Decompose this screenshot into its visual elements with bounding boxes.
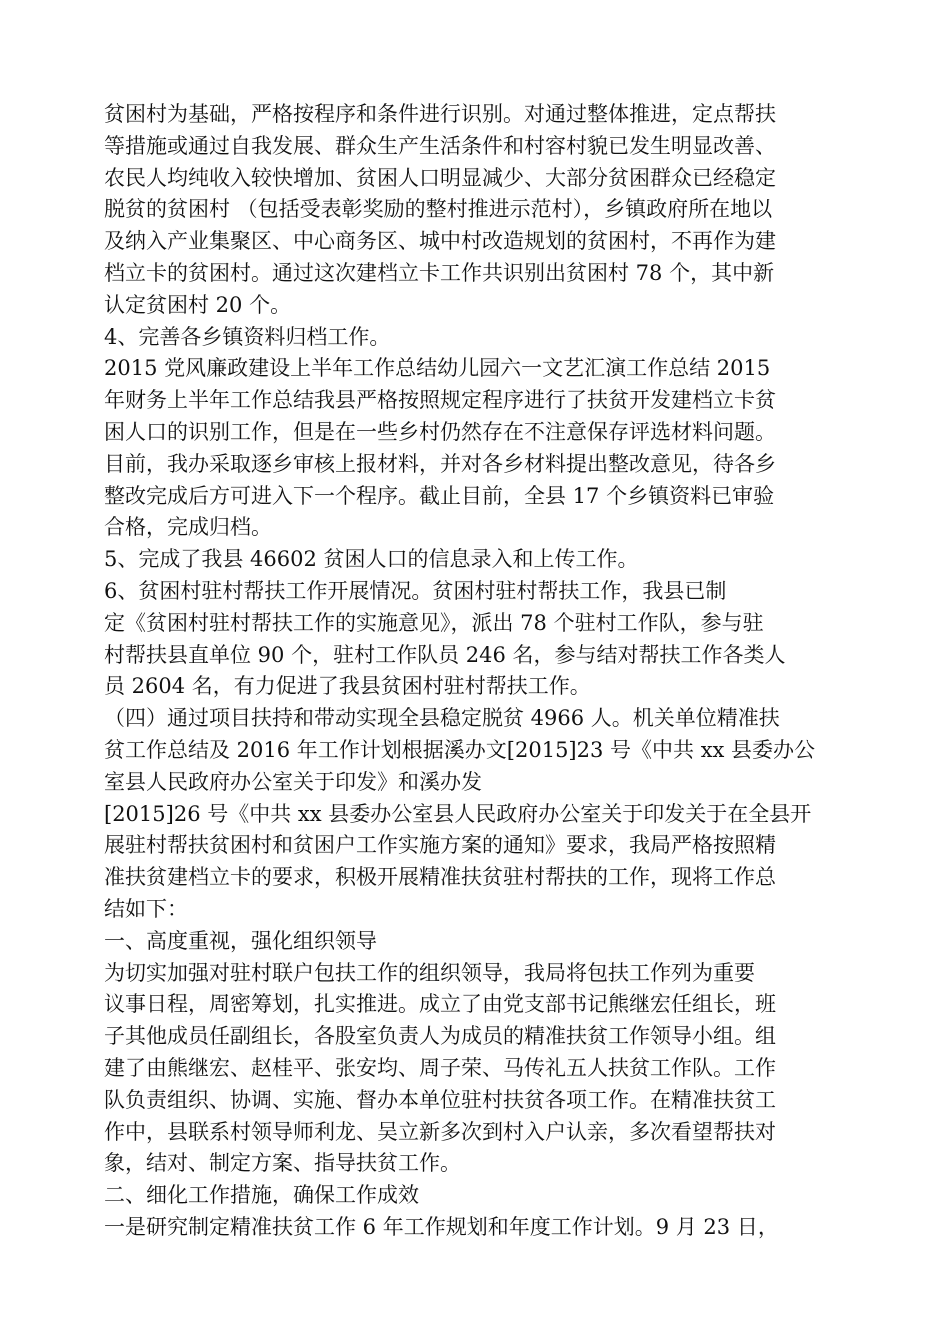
text-line: 作中，县联系村领导师利龙、吴立新多次到村入户认亲，多次看望帮扶对 <box>104 1119 776 1144</box>
text-line: 目前，我办采取逐乡审核上报材料，并对各乡材料提出整改意见，待各乡 <box>104 451 776 476</box>
text-line: 贫工作总结及 2016 年工作计划根据溪办文[2015]23 号《中共 xx 县委办公 <box>104 737 816 762</box>
text-line: 为切实加强对驻村联户包扶工作的组织领导，我局将包扶工作列为重要 <box>104 960 755 985</box>
text-line: [2015]26 号《中共 xx 县委办公室县人民政府办公室关于印发关于在全县开 <box>104 801 812 826</box>
text-line: 6、贫困村驻村帮扶工作开展情况。贫困村驻村帮扶工作，我县已制 <box>104 578 727 603</box>
text-line: 室县人民政府办公室关于印发》和溪办发 <box>104 769 482 794</box>
text-line: 员 2604 名，有力促进了我县贫困村驻村帮扶工作。 <box>104 674 591 699</box>
text-line: 农民人均纯收入较快增加、贫困人口明显减少、大部分贫困群众已经稳定 <box>104 165 776 190</box>
text-line: 脱贫的贫困村 （包括受表彰奖励的整村推进示范村），乡镇政府所在地以 <box>104 197 773 222</box>
document-body <box>104 99 854 1244</box>
text-line: 年财务上半年工作总结我县严格按照规定程序进行了扶贫开发建档立卡贫 <box>104 388 776 413</box>
text-line: 等措施或通过自我发展、群众生产生活条件和村容村貌已发生明显改善、 <box>104 133 776 158</box>
text-line: 定《贫困村驻村帮扶工作的实施意见》，派出 78 个驻村工作队，参与驻 <box>104 610 764 635</box>
text-line: 5、完成了我县 46602 贫困人口的信息录入和上传工作。 <box>104 547 639 572</box>
text-line: 一是研究制定精准扶贫工作 6 年工作规划和年度工作计划。9 月 23 日， <box>104 1214 779 1239</box>
text-line: 准扶贫建档立卡的要求，积极开展精准扶贫驻村帮扶的工作，现将工作总 <box>104 865 776 890</box>
text-line: 一、高度重视，强化组织领导 <box>104 928 377 953</box>
text-line: 议事日程，周密筹划，扎实推进。成立了由党支部书记熊继宏任组长，班 <box>104 992 776 1017</box>
text-line: 建了由熊继宏、赵桂平、张安均、周子荣、马传礼五人扶贫工作队。工作 <box>104 1055 776 1080</box>
text-line: 村帮扶县直单位 90 个，驻村工作队员 246 名，参与结对帮扶工作各类人 <box>104 642 786 667</box>
text-line: 认定贫困村 20 个。 <box>104 292 292 317</box>
text-line: 结如下： <box>104 896 188 921</box>
text-line: 展驻村帮扶贫困村和贫困户工作实施方案的通知》要求，我局严格按照精 <box>104 833 776 858</box>
text-line: 及纳入产业集聚区、中心商务区、城中村改造规划的贫困村，不再作为建 <box>104 229 776 254</box>
text-line: 困人口的识别工作，但是在一些乡村仍然存在不注意保存评选材料问题。 <box>104 419 776 444</box>
text-line: 档立卡的贫困村。通过这次建档立卡工作共识别出贫困村 78 个，其中新 <box>104 260 775 285</box>
text-line: 2015 党风廉政建设上半年工作总结幼儿园六一文艺汇演工作总结 2015 <box>104 356 771 381</box>
text-line: （四）通过项目扶持和带动实现全县稳定脱贫 4966 人。机关单位精准扶 <box>104 706 780 731</box>
text-line: 二、细化工作措施，确保工作成效 <box>104 1183 419 1208</box>
text-line: 子其他成员任副组长，各股室负责人为成员的精准扶贫工作领导小组。组 <box>104 1024 776 1049</box>
text-line: 合格，完成归档。 <box>104 515 272 540</box>
text-line: 象，结对、制定方案、指导扶贫工作。 <box>104 1151 461 1176</box>
text-line: 4、完善各乡镇资料归档工作。 <box>104 324 391 349</box>
text-line: 贫困村为基础，严格按程序和条件进行识别。对通过整体推进，定点帮扶 <box>104 102 776 126</box>
text-line: 整改完成后方可进入下一个程序。截止目前，全县 17 个乡镇资料已审验 <box>104 483 775 508</box>
text-line: 队负责组织、协调、实施、督办本单位驻村扶贫各项工作。在精准扶贫工 <box>104 1087 776 1112</box>
